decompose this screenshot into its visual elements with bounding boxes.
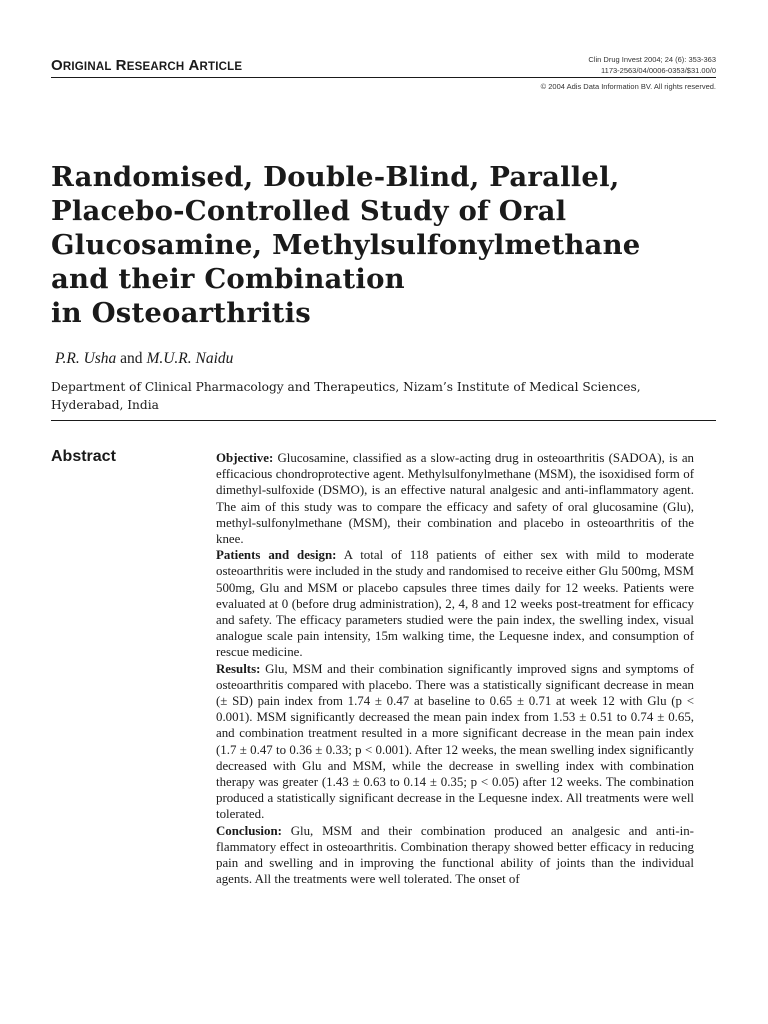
abstract-section-text: Glucosamine, classified as a slow-acting drug in osteoarthritis (SADOA), is an efficacious chondroprotective agent. Methylsulfonylmethane (MSM), the isoxidised form of dimethyl-sulfoxide (DSMO), is an effective natural analgesic and anti-inflammatory agent. The aim of this study was to compare the efficacy and safety of oral glucosamine (Glu), methyl-sulfonylmethane (MSM), their combination and placebo in osteoarthritis of the knee.	[216, 451, 694, 547]
citation-line-1: Clin Drug Invest 2004; 24 (6): 353-363	[588, 55, 716, 64]
title-line-5: in Osteoarthritis	[51, 297, 311, 329]
article-type-word-3: ARTICLE	[188, 57, 243, 74]
author-affiliation: Department of Clinical Pharmacology and Therapeutics, Nizam’s Institute of Medical Sciences, Hyderabad, India	[51, 380, 641, 412]
journal-citation	[588, 55, 716, 76]
title-line-2: Placebo-Controlled Study of Oral	[51, 195, 567, 227]
article-type-word-1: ORIGINAL	[51, 57, 112, 74]
abstract-heading: Abstract	[51, 448, 116, 465]
abstract-section-objective	[216, 450, 694, 547]
article-type-label	[51, 57, 242, 74]
abstract-body	[216, 450, 694, 887]
author-1: P.R. Usha	[55, 350, 117, 367]
abstract-section-label: Objective:	[216, 451, 274, 465]
header-divider	[51, 77, 716, 78]
abstract-section-text: A total of 118 patients of either sex with mild to moderate osteoarthritis were included in the study and randomised to receive either Glu 500mg, MSM 500mg, Glu and MSM or placebo capsules three times daily for 12 weeks. Patients were evaluated at 0 (before drug administration), 2, 4, 8 and 12 weeks post-treatment for efficacy and safety. The efficacy parameters studied were the pain index, the swelling index, visual analogue scale pain intensity, 15m walking time, the Lequesne index, and consumption of rescue medicine.	[216, 548, 694, 660]
abstract-section-text: Glu, MSM and their combination produced an analgesic and anti-in-flammatory effect in osteoarthritis. Combination therapy showed better efficacy in reducing pain and swelling and in improving the functional ability of joints than the individual agents. All the treatments were well tolerated. The onset of	[216, 823, 694, 887]
abstract-section-label: Patients and design:	[216, 548, 337, 563]
copyright-notice: © 2004 Adis Data Information BV. All rights reserved.	[540, 82, 716, 91]
author-2: M.U.R. Naidu	[146, 350, 234, 367]
abstract-section-label: Results:	[216, 661, 261, 676]
abstract-section-label: Conclusion:	[216, 823, 282, 838]
abstract-section-patients-design	[216, 547, 694, 660]
title-line-3: Glucosamine, Methylsulfonylmethane	[51, 229, 641, 261]
abstract-section-conclusion	[216, 823, 694, 888]
title-line-4: and their Combination	[51, 263, 405, 295]
article-title	[51, 160, 691, 330]
article-type-word-2: RESEARCH	[115, 57, 185, 74]
section-divider	[51, 420, 716, 421]
abstract-section-results	[216, 661, 694, 823]
author-joiner: and	[120, 350, 143, 367]
abstract-section-text: Glu, MSM and their combination significantly improved signs and symptoms of osteoarthritis compared with placebo. There was a statistically significant decrease in mean (± SD) pain index from 1.74 ± 0.47 at baseline to 0.65 ± 0.71 at week 12 with Glu (p < 0.001). MSM significantly decreased the mean pain index from 1.53 ± 0.51 to 0.74 ± 0.65, and combination treatment resulted in a more significant decrease in the mean pain index (1.7 ± 0.47 to 0.36 ± 0.33; p < 0.001). After 12 weeks, the mean swelling index significantly decreased with Glu and MSM, while the decrease in swelling index with combination therapy was greater (1.43 ± 0.63 to 0.14 ± 0.35; p < 0.05) after 12 weeks. The combination produced a statistically significant decrease in the Lequesne index. All treatments were well tolerated.	[216, 661, 694, 822]
citation-line-2: 1173-2563/04/0006-0353/$31.00/0	[601, 65, 716, 75]
author-list	[55, 350, 233, 368]
title-line-1: Randomised, Double-Blind, Parallel,	[51, 161, 620, 193]
